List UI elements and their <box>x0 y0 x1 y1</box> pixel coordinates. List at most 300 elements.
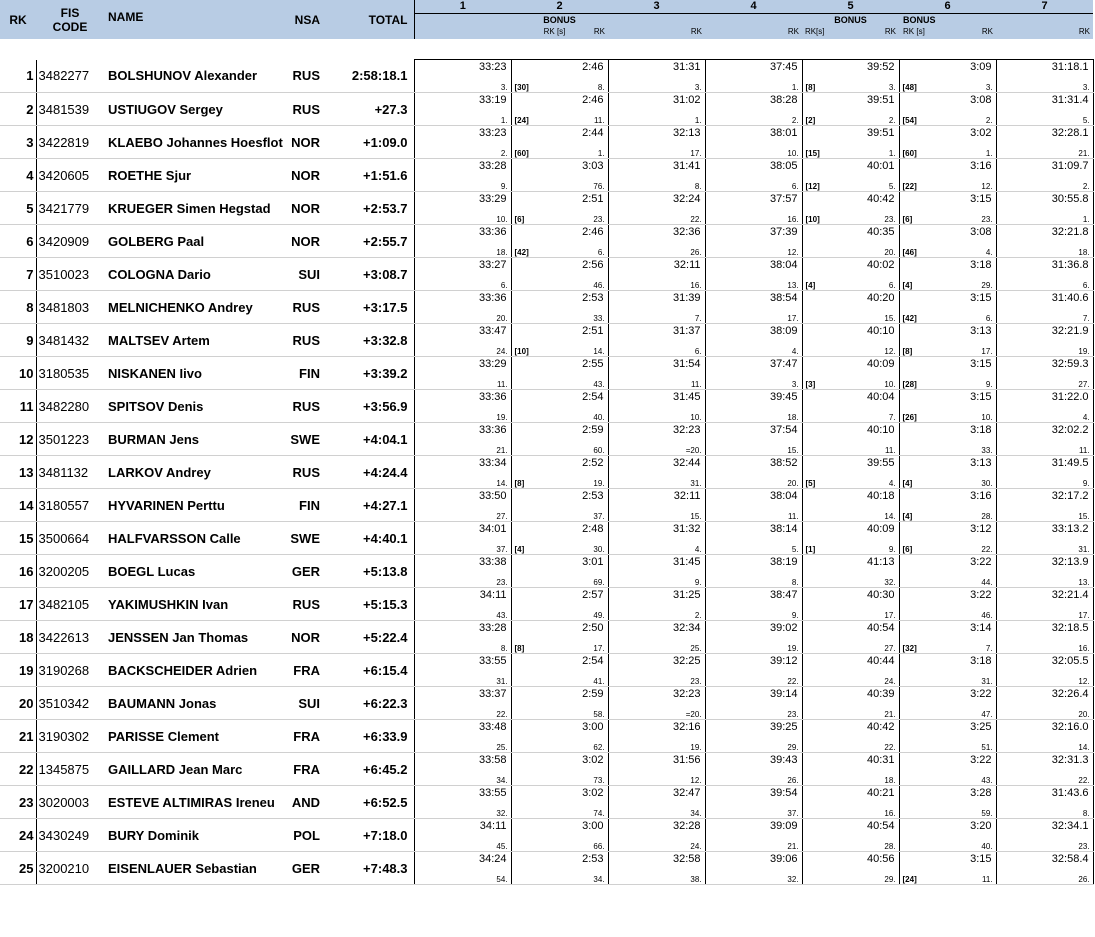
stage-rank: 23. <box>593 215 605 224</box>
name-cell: BAUMANN Jonas <box>104 687 288 720</box>
stage-rank: 18. <box>787 413 799 422</box>
header-total-label: TOTAL <box>368 12 408 27</box>
stage-time: 31:54 <box>672 358 701 370</box>
stage-time: 33:55 <box>478 655 507 667</box>
nsa-cell: RUS <box>288 324 324 357</box>
rank-cell: 1 <box>0 60 36 93</box>
stage-1-cell <box>414 159 511 192</box>
stage-time: 39:51 <box>866 127 895 139</box>
fis-code-cell: 3481132 <box>36 456 104 489</box>
stage-5-cell <box>802 819 899 852</box>
stage-bonus: [12] <box>805 182 820 191</box>
nsa-cell: RUS <box>288 291 324 324</box>
stage-rank: 37. <box>496 545 508 554</box>
stage-4-cell <box>705 654 802 687</box>
stage-7-cell <box>996 489 1093 522</box>
stage-5-cell <box>802 126 899 159</box>
total-cell: +2:55.7 <box>324 225 414 258</box>
stage-time: 39:54 <box>769 787 798 799</box>
stage-rank: 20. <box>884 248 896 257</box>
stage-3-cell <box>608 687 705 720</box>
stage-bonus: [28] <box>902 380 917 389</box>
stage-1-cell <box>414 390 511 423</box>
rk-label: RK <box>543 27 555 36</box>
stage-rank: 4. <box>985 248 993 257</box>
stage-time: 40:42 <box>866 193 895 205</box>
header-stage-5: 5 <box>802 0 899 14</box>
stage-time: 3:08 <box>970 226 992 238</box>
nsa-cell: POL <box>288 819 324 852</box>
name-cell: ROETHE Sjur <box>104 159 288 192</box>
stage-time: 33:38 <box>478 556 507 568</box>
name-cell: HYVARINEN Perttu <box>104 489 288 522</box>
stage-time: 3:16 <box>970 490 992 502</box>
stage-time: 41:13 <box>866 556 895 568</box>
stage-time: 40:54 <box>866 820 895 832</box>
header-name-label: NAME <box>108 10 144 24</box>
stage-time: 38:09 <box>769 325 798 337</box>
stage-5-cell <box>802 621 899 654</box>
nsa-cell: RUS <box>288 588 324 621</box>
stage-bonus: [54] <box>902 116 917 125</box>
stage-time: 31:49.5 <box>1051 457 1089 469</box>
stage-time: 3:18 <box>970 424 992 436</box>
nsa-cell: NOR <box>288 159 324 192</box>
stage-time: 40:20 <box>866 292 895 304</box>
stage-time: 32:21.4 <box>1051 589 1089 601</box>
stage-time: 39:06 <box>769 853 798 865</box>
stage-2-cell <box>511 291 608 324</box>
stage-1-cell <box>414 357 511 390</box>
table-row <box>0 687 1093 720</box>
stage-rank: 12. <box>1078 677 1090 686</box>
nsa-cell: SUI <box>288 258 324 291</box>
stage-2-cell <box>511 258 608 291</box>
stage-rank: 12. <box>787 248 799 257</box>
rk-label: RK <box>903 27 915 36</box>
name-cell: USTIUGOV Sergey <box>104 93 288 126</box>
stage-5-cell <box>802 423 899 456</box>
stage-3-cell <box>608 852 705 885</box>
stage-4-cell <box>705 588 802 621</box>
header-stage-7: 7 <box>996 0 1093 14</box>
stage-rank: 20. <box>496 314 508 323</box>
name-cell: BACKSCHEIDER Adrien <box>104 654 288 687</box>
stage-time: 32:18.5 <box>1051 622 1089 634</box>
stage-time: 31:40.6 <box>1051 292 1089 304</box>
stage-time: 33:28 <box>478 622 507 634</box>
fis-code-cell: 3482277 <box>36 60 104 93</box>
stage-6-cell <box>899 126 996 159</box>
stage-time: 39:52 <box>866 61 895 73</box>
stage-2-cell <box>511 489 608 522</box>
stage-rank: 22. <box>496 710 508 719</box>
stage-rank: 5. <box>791 545 799 554</box>
stage-rank: 3. <box>694 83 702 92</box>
stage-rank: 8. <box>597 83 605 92</box>
stage-time: 40:09 <box>866 523 895 535</box>
stage-time: 31:56 <box>672 754 701 766</box>
stage-3-cell <box>608 324 705 357</box>
rank-cell: 25 <box>0 852 36 885</box>
rank-cell: 19 <box>0 654 36 687</box>
stage-rank: 5. <box>888 182 896 191</box>
stage-rank: 9. <box>888 545 896 554</box>
stage-bonus: [32] <box>902 644 917 653</box>
stage-3-cell <box>608 654 705 687</box>
table-row <box>0 489 1093 522</box>
stage-rank: 10. <box>787 149 799 158</box>
stage-time: 32:26.4 <box>1051 688 1089 700</box>
stage-time: 3:08 <box>970 94 992 106</box>
stage-time: 32:23 <box>672 424 701 436</box>
table-row <box>0 390 1093 423</box>
stage-time: 3:15 <box>970 193 992 205</box>
stage-time: 38:28 <box>769 94 798 106</box>
stage-time: 32:28 <box>672 820 701 832</box>
stage-bonus: [4] <box>514 545 525 554</box>
stage-rank: 1. <box>888 149 896 158</box>
stage-time: 33:36 <box>478 292 507 304</box>
stage-time: 34:11 <box>479 589 507 601</box>
stage-time: 2:46 <box>582 226 604 238</box>
header-sub-6 <box>899 14 996 40</box>
stage-7-cell <box>996 357 1093 390</box>
stage-4-cell <box>705 324 802 357</box>
stage-rank: 1. <box>985 149 993 158</box>
stage-6-cell <box>899 621 996 654</box>
stage-rank: 49. <box>593 611 605 620</box>
stage-bonus: [24] <box>902 875 917 884</box>
stage-time: 39:51 <box>866 94 895 106</box>
stage-rank: 31. <box>1078 545 1090 554</box>
stage-rank: 24. <box>690 842 702 851</box>
stage-rank: 8. <box>1082 809 1090 818</box>
stage-5-cell <box>802 324 899 357</box>
stage-rank: 3. <box>791 380 799 389</box>
stage-rank: 1. <box>694 116 702 125</box>
stage-time: 32:44 <box>672 457 701 469</box>
stage-2-cell <box>511 654 608 687</box>
stage-3-cell <box>608 126 705 159</box>
stage-time: 2:56 <box>582 259 604 271</box>
stage-5-cell <box>802 687 899 720</box>
stage-2-cell <box>511 159 608 192</box>
stage-time: 38:14 <box>769 523 798 535</box>
stage-time: 2:51 <box>582 193 604 205</box>
stage-time: 31:43.6 <box>1051 787 1089 799</box>
rk-label: RK <box>690 27 702 36</box>
stage-2-cell <box>511 621 608 654</box>
stage-rank: 12. <box>981 182 993 191</box>
stage-time: 32:58.4 <box>1051 853 1089 865</box>
stage-time: 40:02 <box>866 259 895 271</box>
stage-time: 40:31 <box>866 754 895 766</box>
stage-rank: 27. <box>496 512 508 521</box>
stage-time: 2:59 <box>582 688 604 700</box>
table-row <box>0 225 1093 258</box>
stage-rank: 8. <box>694 182 702 191</box>
stage-7-cell <box>996 456 1093 489</box>
stage-time: 3:03 <box>582 160 604 172</box>
stage-time: 33:23 <box>478 127 507 139</box>
stage-6-cell <box>899 159 996 192</box>
stage-rank: 3. <box>500 83 508 92</box>
stage-3-cell <box>608 60 705 93</box>
nsa-cell: RUS <box>288 60 324 93</box>
stage-4-cell <box>705 93 802 126</box>
stage-bonus: [15] <box>805 149 820 158</box>
stage-bonus: [6] <box>902 215 913 224</box>
stage-time: 38:05 <box>769 160 798 172</box>
sec-label: [s] <box>816 27 825 36</box>
stage-time: 40:54 <box>866 622 895 634</box>
stage-1-cell <box>414 786 511 819</box>
stage-4-cell <box>705 621 802 654</box>
table-row <box>0 522 1093 555</box>
stage-rank: 30. <box>593 545 605 554</box>
stage-5-cell <box>802 852 899 885</box>
stage-rank: 66. <box>593 842 605 851</box>
stage-3-cell <box>608 621 705 654</box>
header-gap <box>0 39 1093 60</box>
stage-2-cell <box>511 126 608 159</box>
stage-rank: 69. <box>593 578 605 587</box>
stage-time: 37:45 <box>769 61 798 73</box>
stage-rank: 14. <box>593 347 605 356</box>
stage-time: 39:12 <box>769 655 798 667</box>
stage-time: 3:18 <box>970 655 992 667</box>
stage-bonus: [42] <box>902 314 917 323</box>
stage-6-cell <box>899 258 996 291</box>
total-cell: +3:32.8 <box>324 324 414 357</box>
rank-cell: 12 <box>0 423 36 456</box>
total-cell: +5:15.3 <box>324 588 414 621</box>
stage-time: 34:24 <box>478 853 507 865</box>
stage-rank: 43. <box>593 380 605 389</box>
header-name <box>104 0 288 39</box>
rank-cell: 7 <box>0 258 36 291</box>
stage-rank: 31. <box>690 479 702 488</box>
stage-6-cell <box>899 654 996 687</box>
stage-3-cell <box>608 93 705 126</box>
stage-3-cell <box>608 720 705 753</box>
stage-5-cell <box>802 786 899 819</box>
stage-time: 2:53 <box>582 853 604 865</box>
stage-time: 32:28.1 <box>1051 127 1089 139</box>
fis-code-cell: 3481539 <box>36 93 104 126</box>
stage-time: 33:50 <box>478 490 507 502</box>
stage-time: 2:52 <box>582 457 604 469</box>
stage-2-cell <box>511 852 608 885</box>
stage-time: 31:45 <box>672 391 701 403</box>
fis-code-cell: 3481432 <box>36 324 104 357</box>
stage-rank: 58. <box>593 710 605 719</box>
stage-time: 3:15 <box>970 358 992 370</box>
stage-rank: 17. <box>593 644 605 653</box>
stage-time: 39:09 <box>769 820 798 832</box>
total-cell: +3:56.9 <box>324 390 414 423</box>
stage-1-cell <box>414 192 511 225</box>
stage-4-cell <box>705 786 802 819</box>
fis-code-cell: 3510342 <box>36 687 104 720</box>
table-row <box>0 720 1093 753</box>
stage-rank: 24. <box>496 347 508 356</box>
table-row <box>0 555 1093 588</box>
stage-4-cell <box>705 852 802 885</box>
stage-6-cell <box>899 423 996 456</box>
nsa-cell: AND <box>288 786 324 819</box>
stage-2-cell <box>511 225 608 258</box>
name-cell: BOLSHUNOV Alexander <box>104 60 288 93</box>
stage-rank: 7. <box>888 413 896 422</box>
stage-rank: 1. <box>1082 215 1090 224</box>
stage-rank: 18. <box>496 248 508 257</box>
stage-time: 3:14 <box>970 622 992 634</box>
stage-bonus: [26] <box>902 413 917 422</box>
stage-rank: 14. <box>1078 743 1090 752</box>
stage-3-cell <box>608 753 705 786</box>
stage-bonus: [10] <box>805 215 820 224</box>
total-cell: +3:08.7 <box>324 258 414 291</box>
rank-cell: 21 <box>0 720 36 753</box>
total-cell: +4:40.1 <box>324 522 414 555</box>
fis-code-cell: 3500664 <box>36 522 104 555</box>
stage-time: 40:44 <box>866 655 895 667</box>
stage-rank: 29. <box>787 743 799 752</box>
stage-rank: 2. <box>1082 182 1090 191</box>
table-row <box>0 258 1093 291</box>
stage-rank: 9. <box>1082 479 1090 488</box>
rk-label: RK <box>593 27 605 36</box>
stage-time: 40:42 <box>866 721 895 733</box>
nsa-cell: SUI <box>288 687 324 720</box>
stage-rank: 31. <box>981 677 993 686</box>
nsa-cell: SWE <box>288 522 324 555</box>
stage-rank: 23. <box>496 578 508 587</box>
stage-time: 31:02 <box>672 94 701 106</box>
stage-time: 39:25 <box>769 721 798 733</box>
stage-time: 38:47 <box>769 589 798 601</box>
stage-time: 3:22 <box>970 556 992 568</box>
stage-2-cell <box>511 390 608 423</box>
stage-4-cell <box>705 819 802 852</box>
stage-rank: 15. <box>690 512 702 521</box>
stage-time: 34:11 <box>479 820 507 832</box>
stage-time: 32:05.5 <box>1051 655 1089 667</box>
stage-1-cell <box>414 522 511 555</box>
stage-rank: =20. <box>685 446 702 455</box>
name-cell: YAKIMUSHKIN Ivan <box>104 588 288 621</box>
stage-rank: 4. <box>791 347 799 356</box>
stage-time: 3:00 <box>582 820 604 832</box>
stage-rank: 51. <box>981 743 993 752</box>
stage-rank: 20. <box>787 479 799 488</box>
fis-code-cell: 1345875 <box>36 753 104 786</box>
stage-6-cell <box>899 456 996 489</box>
stage-time: 3:02 <box>582 787 604 799</box>
stage-6-cell <box>899 60 996 93</box>
rank-cell: 13 <box>0 456 36 489</box>
stage-6-cell <box>899 852 996 885</box>
total-cell: +4:27.1 <box>324 489 414 522</box>
stage-1-cell <box>414 225 511 258</box>
stage-5-cell <box>802 720 899 753</box>
stage-time: 31:18.1 <box>1051 61 1089 73</box>
stage-rank: 16. <box>787 215 799 224</box>
stage-rank: 26. <box>787 776 799 785</box>
stage-5-cell <box>802 291 899 324</box>
stage-1-cell <box>414 753 511 786</box>
stage-rank: 47. <box>981 710 993 719</box>
nsa-cell: FIN <box>288 489 324 522</box>
stage-7-cell <box>996 60 1093 93</box>
stage-time: 33:36 <box>478 226 507 238</box>
stage-2-cell <box>511 786 608 819</box>
stage-rank: 4. <box>1082 413 1090 422</box>
stage-rank: =20. <box>685 710 702 719</box>
rk-label: RK <box>805 27 817 36</box>
stage-1-cell <box>414 93 511 126</box>
stage-time: 32:23 <box>672 688 701 700</box>
stage-rank: 1. <box>597 149 605 158</box>
stage-3-cell <box>608 159 705 192</box>
stage-rank: 2. <box>500 149 508 158</box>
fis-code-cell: 3190302 <box>36 720 104 753</box>
stage-7-cell <box>996 753 1093 786</box>
stage-rank: 43. <box>981 776 993 785</box>
stage-6-cell <box>899 357 996 390</box>
stage-4-cell <box>705 555 802 588</box>
stage-bonus: [24] <box>514 116 529 125</box>
stage-7-cell <box>996 258 1093 291</box>
header-sub-2 <box>511 14 608 40</box>
stage-rank: 33. <box>593 314 605 323</box>
stage-time: 31:37 <box>672 325 701 337</box>
stage-time: 3:12 <box>970 523 992 535</box>
stage-bonus: [8] <box>514 479 525 488</box>
name-cell: BOEGL Lucas <box>104 555 288 588</box>
stage-rank: 37. <box>593 512 605 521</box>
stage-time: 32:11 <box>673 490 701 502</box>
stage-3-cell <box>608 786 705 819</box>
stage-rank: 6. <box>791 182 799 191</box>
stage-rank: 22. <box>884 743 896 752</box>
nsa-cell: NOR <box>288 126 324 159</box>
table-row <box>0 291 1093 324</box>
table-row <box>0 324 1093 357</box>
stage-time: 3:16 <box>970 160 992 172</box>
table-row <box>0 93 1093 126</box>
stage-rank: 60. <box>593 446 605 455</box>
stage-rank: 14. <box>496 479 508 488</box>
stage-6-cell <box>899 753 996 786</box>
rk-label: RK <box>787 27 799 36</box>
stage-time: 3:22 <box>970 589 992 601</box>
stage-rank: 16. <box>690 281 702 290</box>
stage-rank: 18. <box>884 776 896 785</box>
stage-rank: 30. <box>981 479 993 488</box>
nsa-cell: NOR <box>288 225 324 258</box>
stage-time: 31:22.0 <box>1051 391 1089 403</box>
stage-2-cell <box>511 357 608 390</box>
stage-7-cell <box>996 720 1093 753</box>
stage-rank: 19. <box>496 413 508 422</box>
stage-rank: 25. <box>690 644 702 653</box>
fis-code-cell: 3420605 <box>36 159 104 192</box>
stage-time: 2:54 <box>582 655 604 667</box>
stage-time: 40:39 <box>866 688 895 700</box>
